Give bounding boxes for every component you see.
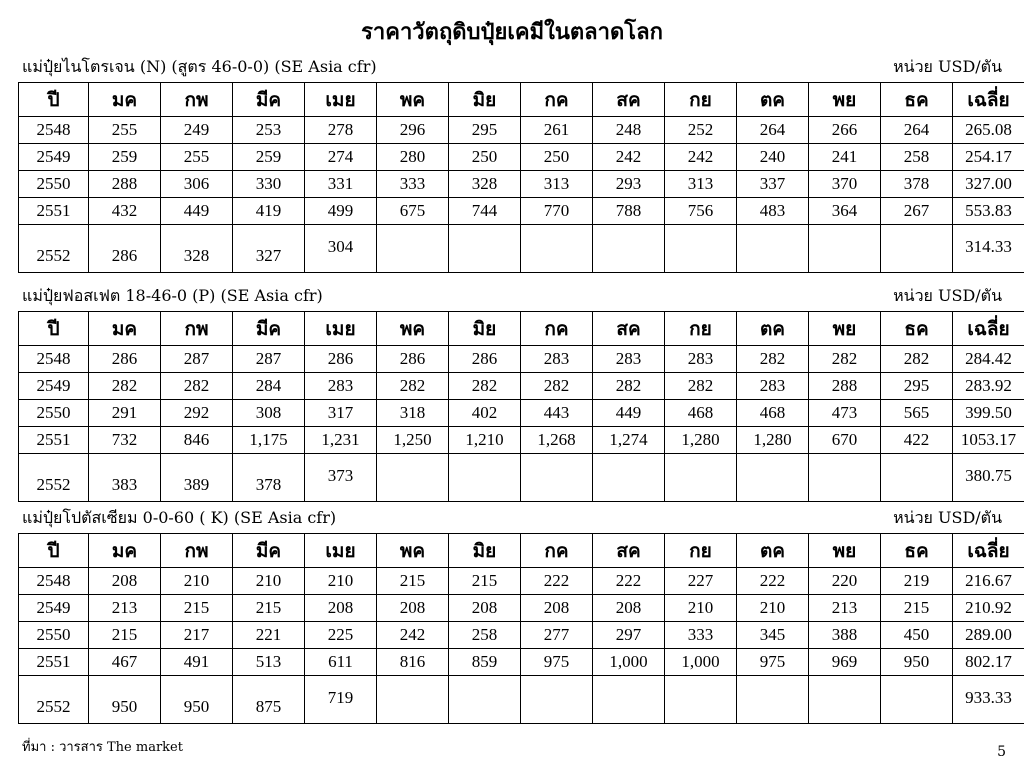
price-cell: 222 [593, 568, 665, 595]
column-header: ธค [881, 83, 953, 117]
price-cell: 282 [809, 346, 881, 373]
year-cell: 2552 [19, 676, 89, 724]
price-cell [521, 454, 593, 502]
section-label: แม่ปุ๋ยไนโตรเจน (N) (สูตร 46-0-0) (SE Asia cfr) [22, 57, 377, 76]
column-header: ปี [19, 312, 89, 346]
column-header: กพ [161, 83, 233, 117]
price-cell: 282 [449, 373, 521, 400]
price-cell: 213 [809, 595, 881, 622]
price-cell: 282 [593, 373, 665, 400]
column-header: มค [89, 312, 161, 346]
year-cell: 2551 [19, 198, 89, 225]
price-cell: 969 [809, 649, 881, 676]
price-cell: 261 [521, 117, 593, 144]
price-cell: 297 [593, 622, 665, 649]
header-row [19, 83, 1024, 117]
table-row [19, 595, 1024, 622]
price-cell: 208 [377, 595, 449, 622]
table-row [19, 144, 1024, 171]
column-header: มค [89, 83, 161, 117]
table-row [19, 198, 1024, 225]
section-label: แม่ปุ๋ยโปตัสเซียม 0-0-60 ( K) (SE Asia cfr) [22, 508, 337, 527]
price-cell: 267 [881, 198, 953, 225]
average-cell: 380.75 [953, 454, 1024, 502]
column-header: มีค [233, 312, 305, 346]
average-cell: 254.17 [953, 144, 1024, 171]
price-cell: 264 [737, 117, 809, 144]
table-row [19, 346, 1024, 373]
table-row [19, 171, 1024, 198]
price-cell: 215 [89, 622, 161, 649]
year-cell: 2549 [19, 373, 89, 400]
price-cell [809, 225, 881, 273]
price-cell: 283 [305, 373, 377, 400]
column-header: พค [377, 312, 449, 346]
price-cell: 295 [449, 117, 521, 144]
price-cell: 215 [377, 568, 449, 595]
column-header: กย [665, 83, 737, 117]
price-cell: 248 [593, 117, 665, 144]
year-cell: 2550 [19, 400, 89, 427]
price-cell: 756 [665, 198, 737, 225]
price-cell [593, 225, 665, 273]
average-cell: 553.83 [953, 198, 1024, 225]
column-header: ธค [881, 312, 953, 346]
average-cell: 265.08 [953, 117, 1024, 144]
year-cell: 2550 [19, 622, 89, 649]
column-header: พค [377, 534, 449, 568]
column-header: ตค [737, 83, 809, 117]
page-title: ราคาวัตถุดิบปุ๋ยเคมีในตลาดโลก [361, 19, 663, 45]
price-cell: 219 [881, 568, 953, 595]
column-header: กพ [161, 534, 233, 568]
price-cell: 242 [665, 144, 737, 171]
price-cell [665, 225, 737, 273]
price-cell: 402 [449, 400, 521, 427]
price-cell: 328 [161, 225, 233, 273]
price-cell: 255 [161, 144, 233, 171]
table-row [19, 676, 1024, 724]
year-cell: 2551 [19, 649, 89, 676]
column-header: มค [89, 534, 161, 568]
price-cell: 327 [233, 225, 305, 273]
year-cell: 2548 [19, 568, 89, 595]
price-cell: 258 [881, 144, 953, 171]
column-header: กค [521, 534, 593, 568]
price-cell: 208 [521, 595, 593, 622]
price-cell: 210 [737, 595, 809, 622]
price-cell: 215 [881, 595, 953, 622]
price-cell: 1,274 [593, 427, 665, 454]
price-cell: 1,268 [521, 427, 593, 454]
price-cell: 318 [377, 400, 449, 427]
year-cell: 2552 [19, 225, 89, 273]
column-header: สค [593, 534, 665, 568]
price-cell: 286 [305, 346, 377, 373]
price-cell: 333 [377, 171, 449, 198]
year-cell: 2549 [19, 595, 89, 622]
price-cell: 422 [881, 427, 953, 454]
price-cell [449, 225, 521, 273]
table-row [19, 225, 1024, 273]
price-cell [665, 454, 737, 502]
price-cell: 221 [233, 622, 305, 649]
price-cell: 287 [161, 346, 233, 373]
year-cell: 2550 [19, 171, 89, 198]
price-table [18, 311, 1024, 502]
price-cell: 378 [233, 454, 305, 502]
price-cell: 252 [665, 117, 737, 144]
price-cell: 333 [665, 622, 737, 649]
price-cell [809, 454, 881, 502]
price-cell: 208 [593, 595, 665, 622]
price-cell: 282 [89, 373, 161, 400]
price-cell: 449 [593, 400, 665, 427]
price-cell: 253 [233, 117, 305, 144]
price-cell: 259 [233, 144, 305, 171]
column-header: ธค [881, 534, 953, 568]
price-cell: 370 [809, 171, 881, 198]
section-header [18, 55, 1006, 77]
column-header: ตค [737, 534, 809, 568]
price-cell: 287 [233, 346, 305, 373]
price-cell [881, 676, 953, 724]
price-cell: 283 [737, 373, 809, 400]
average-cell: 216.67 [953, 568, 1024, 595]
price-cell: 788 [593, 198, 665, 225]
price-cell: 282 [521, 373, 593, 400]
column-header: กย [665, 534, 737, 568]
column-header: มิย [449, 312, 521, 346]
header-row [19, 312, 1024, 346]
price-cell: 468 [737, 400, 809, 427]
unit-label: หน่วย USD/ตัน [893, 508, 1002, 527]
year-cell: 2548 [19, 346, 89, 373]
column-header: พย [809, 83, 881, 117]
price-cell: 308 [233, 400, 305, 427]
price-cell: 331 [305, 171, 377, 198]
price-cell: 286 [89, 346, 161, 373]
price-cell: 220 [809, 568, 881, 595]
price-cell: 242 [377, 622, 449, 649]
price-cell: 283 [593, 346, 665, 373]
price-cell: 225 [305, 622, 377, 649]
price-cell: 259 [89, 144, 161, 171]
price-cell: 449 [161, 198, 233, 225]
price-cell: 249 [161, 117, 233, 144]
price-cell: 975 [521, 649, 593, 676]
price-cell: 975 [737, 649, 809, 676]
price-cell: 255 [89, 117, 161, 144]
price-cell: 293 [593, 171, 665, 198]
price-cell: 373 [305, 454, 377, 502]
average-cell: 314.33 [953, 225, 1024, 273]
average-cell: 933.33 [953, 676, 1024, 724]
price-cell: 284 [233, 373, 305, 400]
price-cell [449, 454, 521, 502]
price-cell [377, 454, 449, 502]
price-cell: 296 [377, 117, 449, 144]
price-cell: 210 [305, 568, 377, 595]
price-cell: 282 [377, 373, 449, 400]
price-cell: 210 [665, 595, 737, 622]
column-header: มิย [449, 534, 521, 568]
average-cell: 289.00 [953, 622, 1024, 649]
column-header: เฉลี่ย [953, 83, 1024, 117]
price-cell [737, 676, 809, 724]
price-cell: 241 [809, 144, 881, 171]
price-cell: 213 [89, 595, 161, 622]
column-header: มีค [233, 534, 305, 568]
price-cell: 317 [305, 400, 377, 427]
price-cell [593, 454, 665, 502]
price-cell [881, 225, 953, 273]
price-cell: 288 [809, 373, 881, 400]
column-header: เฉลี่ย [953, 312, 1024, 346]
year-cell: 2548 [19, 117, 89, 144]
price-cell: 264 [881, 117, 953, 144]
unit-label: หน่วย USD/ตัน [893, 57, 1002, 76]
price-cell: 611 [305, 649, 377, 676]
price-cell: 313 [521, 171, 593, 198]
price-cell: 328 [449, 171, 521, 198]
price-cell: 280 [377, 144, 449, 171]
price-cell: 950 [89, 676, 161, 724]
price-cell: 283 [521, 346, 593, 373]
average-cell: 327.00 [953, 171, 1024, 198]
price-cell: 389 [161, 454, 233, 502]
price-cell: 483 [737, 198, 809, 225]
price-cell: 450 [881, 622, 953, 649]
price-cell: 468 [665, 400, 737, 427]
price-cell: 210 [161, 568, 233, 595]
column-header: เมย [305, 534, 377, 568]
column-header: กค [521, 83, 593, 117]
price-cell: 282 [665, 373, 737, 400]
price-cell: 1,250 [377, 427, 449, 454]
price-cell: 1,000 [593, 649, 665, 676]
price-cell: 278 [305, 117, 377, 144]
price-cell: 295 [881, 373, 953, 400]
price-cell: 222 [737, 568, 809, 595]
price-cell: 283 [665, 346, 737, 373]
price-cell: 292 [161, 400, 233, 427]
table-row [19, 622, 1024, 649]
column-header: มีค [233, 83, 305, 117]
price-cell: 859 [449, 649, 521, 676]
average-cell: 802.17 [953, 649, 1024, 676]
price-cell [377, 676, 449, 724]
price-cell: 565 [881, 400, 953, 427]
price-cell: 1,210 [449, 427, 521, 454]
average-cell: 1053.17 [953, 427, 1024, 454]
price-cell: 732 [89, 427, 161, 454]
price-cell: 467 [89, 649, 161, 676]
price-cell: 330 [233, 171, 305, 198]
average-cell: 210.92 [953, 595, 1024, 622]
price-cell: 1,000 [665, 649, 737, 676]
price-cell: 1,280 [665, 427, 737, 454]
year-cell: 2551 [19, 427, 89, 454]
price-table [18, 82, 1024, 273]
year-cell: 2552 [19, 454, 89, 502]
price-cell [665, 676, 737, 724]
price-cell [593, 676, 665, 724]
column-header: พย [809, 312, 881, 346]
price-cell: 208 [89, 568, 161, 595]
price-cell [449, 676, 521, 724]
header-row [19, 534, 1024, 568]
price-cell: 816 [377, 649, 449, 676]
column-header: ปี [19, 83, 89, 117]
price-cell: 282 [881, 346, 953, 373]
price-cell: 846 [161, 427, 233, 454]
price-cell [809, 676, 881, 724]
price-cell: 215 [449, 568, 521, 595]
price-cell: 282 [161, 373, 233, 400]
price-cell: 719 [305, 676, 377, 724]
price-cell: 286 [89, 225, 161, 273]
average-cell: 284.42 [953, 346, 1024, 373]
price-cell: 208 [449, 595, 521, 622]
table-row [19, 117, 1024, 144]
price-cell: 291 [89, 400, 161, 427]
price-cell: 282 [737, 346, 809, 373]
price-cell: 286 [449, 346, 521, 373]
price-cell: 242 [593, 144, 665, 171]
price-cell: 1,280 [737, 427, 809, 454]
table-row [19, 400, 1024, 427]
section-label: แม่ปุ๋ยฟอสเฟต 18-46-0 (P) (SE Asia cfr) [22, 286, 323, 305]
price-cell: 770 [521, 198, 593, 225]
price-cell: 744 [449, 198, 521, 225]
price-cell: 288 [89, 171, 161, 198]
price-cell [737, 225, 809, 273]
table-row [19, 454, 1024, 502]
price-cell: 1,231 [305, 427, 377, 454]
column-header: สค [593, 83, 665, 117]
column-header: กค [521, 312, 593, 346]
price-cell: 222 [521, 568, 593, 595]
price-cell: 215 [233, 595, 305, 622]
price-cell: 675 [377, 198, 449, 225]
column-header: พค [377, 83, 449, 117]
price-cell: 277 [521, 622, 593, 649]
column-header: กพ [161, 312, 233, 346]
unit-label: หน่วย USD/ตัน [893, 286, 1002, 305]
price-cell: 443 [521, 400, 593, 427]
section-header [18, 506, 1006, 528]
price-table [18, 533, 1024, 724]
price-cell: 875 [233, 676, 305, 724]
page-number: 5 [997, 744, 1006, 760]
price-cell: 313 [665, 171, 737, 198]
price-cell [881, 454, 953, 502]
price-cell: 227 [665, 568, 737, 595]
price-cell: 306 [161, 171, 233, 198]
price-cell: 364 [809, 198, 881, 225]
column-header: ปี [19, 534, 89, 568]
price-cell: 1,175 [233, 427, 305, 454]
table-row [19, 568, 1024, 595]
column-header: ตค [737, 312, 809, 346]
price-cell: 337 [737, 171, 809, 198]
price-cell [521, 225, 593, 273]
price-cell: 388 [809, 622, 881, 649]
price-cell [521, 676, 593, 724]
column-header: เมย [305, 83, 377, 117]
price-cell: 670 [809, 427, 881, 454]
column-header: เมย [305, 312, 377, 346]
price-cell: 266 [809, 117, 881, 144]
price-cell: 513 [233, 649, 305, 676]
year-cell: 2549 [19, 144, 89, 171]
price-cell: 240 [737, 144, 809, 171]
price-cell: 250 [521, 144, 593, 171]
source-note: ที่มา : วารสาร The market [22, 740, 183, 755]
average-cell: 399.50 [953, 400, 1024, 427]
price-cell: 950 [161, 676, 233, 724]
price-cell: 950 [881, 649, 953, 676]
price-cell: 208 [305, 595, 377, 622]
column-header: พย [809, 534, 881, 568]
column-header: กย [665, 312, 737, 346]
average-cell: 283.92 [953, 373, 1024, 400]
column-header: สค [593, 312, 665, 346]
table-row [19, 649, 1024, 676]
price-cell: 250 [449, 144, 521, 171]
price-cell: 499 [305, 198, 377, 225]
column-header: มิย [449, 83, 521, 117]
price-cell: 383 [89, 454, 161, 502]
table-row [19, 373, 1024, 400]
price-cell: 286 [377, 346, 449, 373]
section-header [18, 284, 1006, 306]
price-cell: 210 [233, 568, 305, 595]
table-row [19, 427, 1024, 454]
price-cell: 491 [161, 649, 233, 676]
price-cell [377, 225, 449, 273]
column-header: เฉลี่ย [953, 534, 1024, 568]
price-cell: 274 [305, 144, 377, 171]
price-cell: 419 [233, 198, 305, 225]
price-cell: 215 [161, 595, 233, 622]
price-cell: 217 [161, 622, 233, 649]
price-cell: 473 [809, 400, 881, 427]
price-cell: 345 [737, 622, 809, 649]
price-cell: 432 [89, 198, 161, 225]
price-cell: 304 [305, 225, 377, 273]
price-cell: 258 [449, 622, 521, 649]
price-cell [737, 454, 809, 502]
price-cell: 378 [881, 171, 953, 198]
